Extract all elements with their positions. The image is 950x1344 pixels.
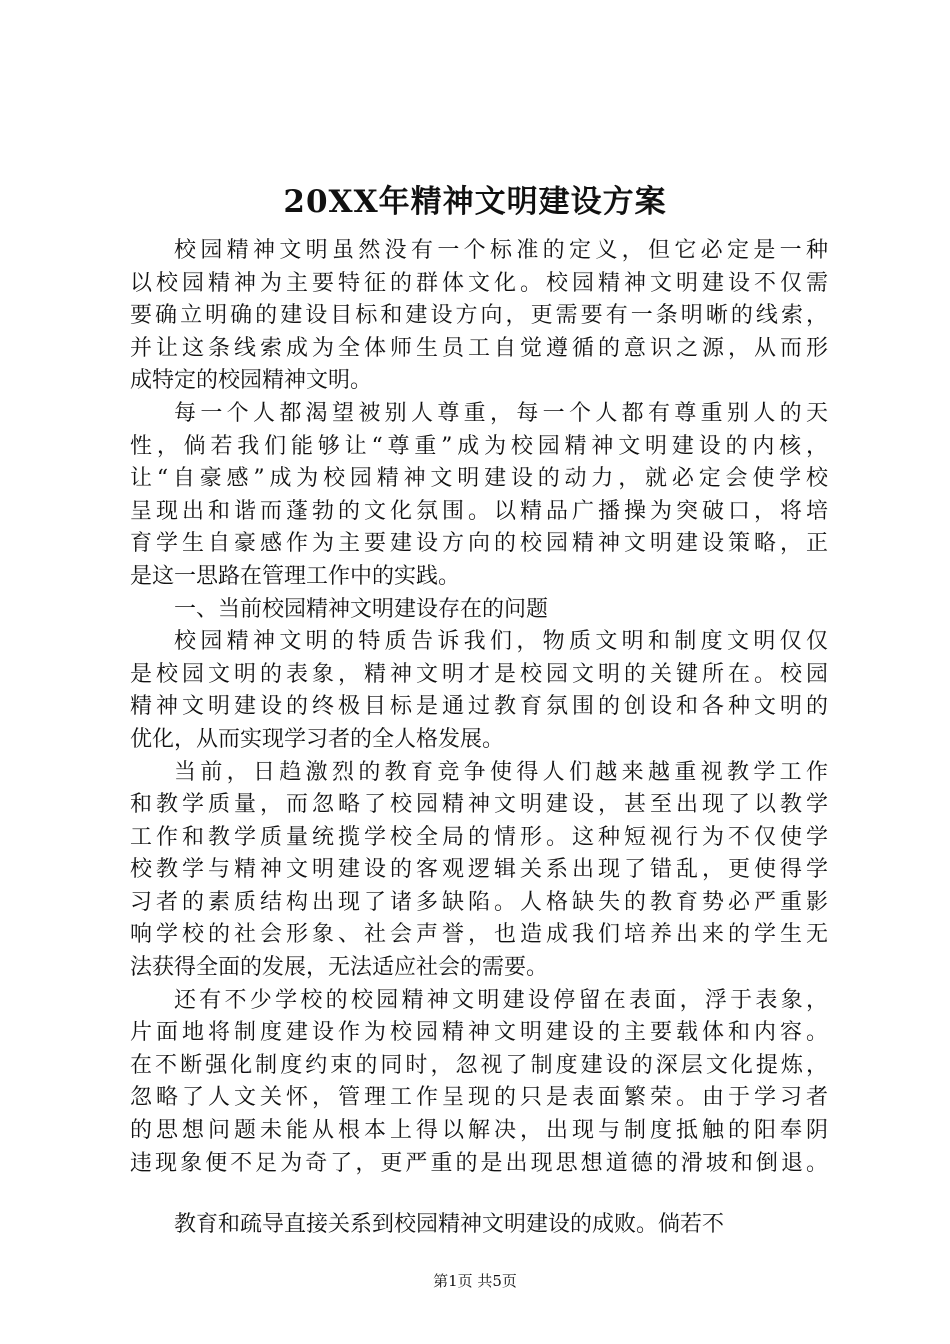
body-line: 校教学与精神文明建设的客观逻辑关系出现了错乱，更使得学	[130, 857, 828, 883]
body-line: 并让这条线索成为全体师生员工自觉遵循的意识之源，从而形	[130, 335, 828, 361]
body-line: 在不断强化制度约束的同时，忽视了制度建设的深层文化提炼，	[130, 1052, 828, 1078]
body-line: 响学校的社会形象、社会声誉，也造成我们培养出来的学生无	[130, 922, 828, 948]
paragraph-gap	[130, 1180, 828, 1209]
body-line: 是这一思路在管理工作中的实践。	[130, 563, 461, 589]
body-line: 精神文明建设的终极目标是通过教育氛围的创设和各种文明的	[130, 694, 828, 720]
body-line: 要确立明确的建设目标和建设方向，更需要有一条明晰的线索，	[130, 303, 828, 329]
trailing-line: 教育和疏导直接关系到校园精神文明建设的成败。倘若不	[174, 1212, 725, 1238]
body-line: 让“自豪感”成为校园精神文明建设的动力，就必定会使学校	[130, 466, 828, 492]
body-line: 法获得全面的发展，无法适应社会的需要。	[130, 955, 549, 981]
document-title: 20XX年精神文明建设方案	[283, 184, 667, 220]
body-line: 还有不少学校的校园精神文明建设停留在表面，浮于表象，	[174, 987, 828, 1013]
body-line: 校园精神文明虽然没有一个标准的定义，但它必定是一种	[174, 238, 828, 263]
body-line: 成特定的校园精神文明。	[130, 368, 373, 394]
body-line: 当前，日趋激烈的教育竞争使得人们越来越重视教学工作	[174, 759, 828, 785]
body-line: 每一个人都渴望被别人尊重，每一个人都有尊重别人的天	[174, 400, 828, 426]
body-line: 以校园精神为主要特征的群体文化。校园精神文明建设不仅需	[130, 270, 828, 296]
body-line: 的思想问题未能从根本上得以解决，出现与制度抵触的阳奉阴	[130, 1118, 828, 1144]
page-footer: 第1页 共5页	[433, 1272, 517, 1290]
body-line: 违现象便不足为奇了，更严重的是出现思想道德的滑坡和倒退。	[130, 1150, 828, 1176]
body-line: 片面地将制度建设作为校园精神文明建设的主要载体和内容。	[130, 1020, 828, 1046]
body-line: 是校园文明的表象，精神文明才是校园文明的关键所在。校园	[130, 661, 828, 687]
body-line: 性，倘若我们能够让“尊重”成为校园精神文明建设的内核，	[130, 433, 828, 459]
body-line: 育学生自豪感作为主要建设方向的校园精神文明建设策略，正	[130, 531, 828, 557]
body-line: 忽略了人文关怀，管理工作呈现的只是表面繁荣。由于学习者	[130, 1085, 828, 1111]
body-line: 校园精神文明的特质告诉我们，物质文明和制度文明仅仅	[174, 629, 828, 655]
body-line: 工作和教学质量统揽学校全局的情形。这种短视行为不仅使学	[130, 824, 828, 850]
document-body	[130, 235, 828, 1242]
body-line: 习者的素质结构出现了诸多缺陷。人格缺失的教育势必严重影	[130, 889, 828, 915]
body-line: 一、当前校园精神文明建设存在的问题	[174, 596, 549, 622]
body-line: 和教学质量，而忽略了校园精神文明建设，甚至出现了以教学	[130, 792, 828, 818]
body-line: 呈现出和谐而蓬勃的文化氛围。以精品广播操为突破口，将培	[130, 498, 828, 524]
body-line: 优化，从而实现学习者的全人格发展。	[130, 726, 505, 752]
